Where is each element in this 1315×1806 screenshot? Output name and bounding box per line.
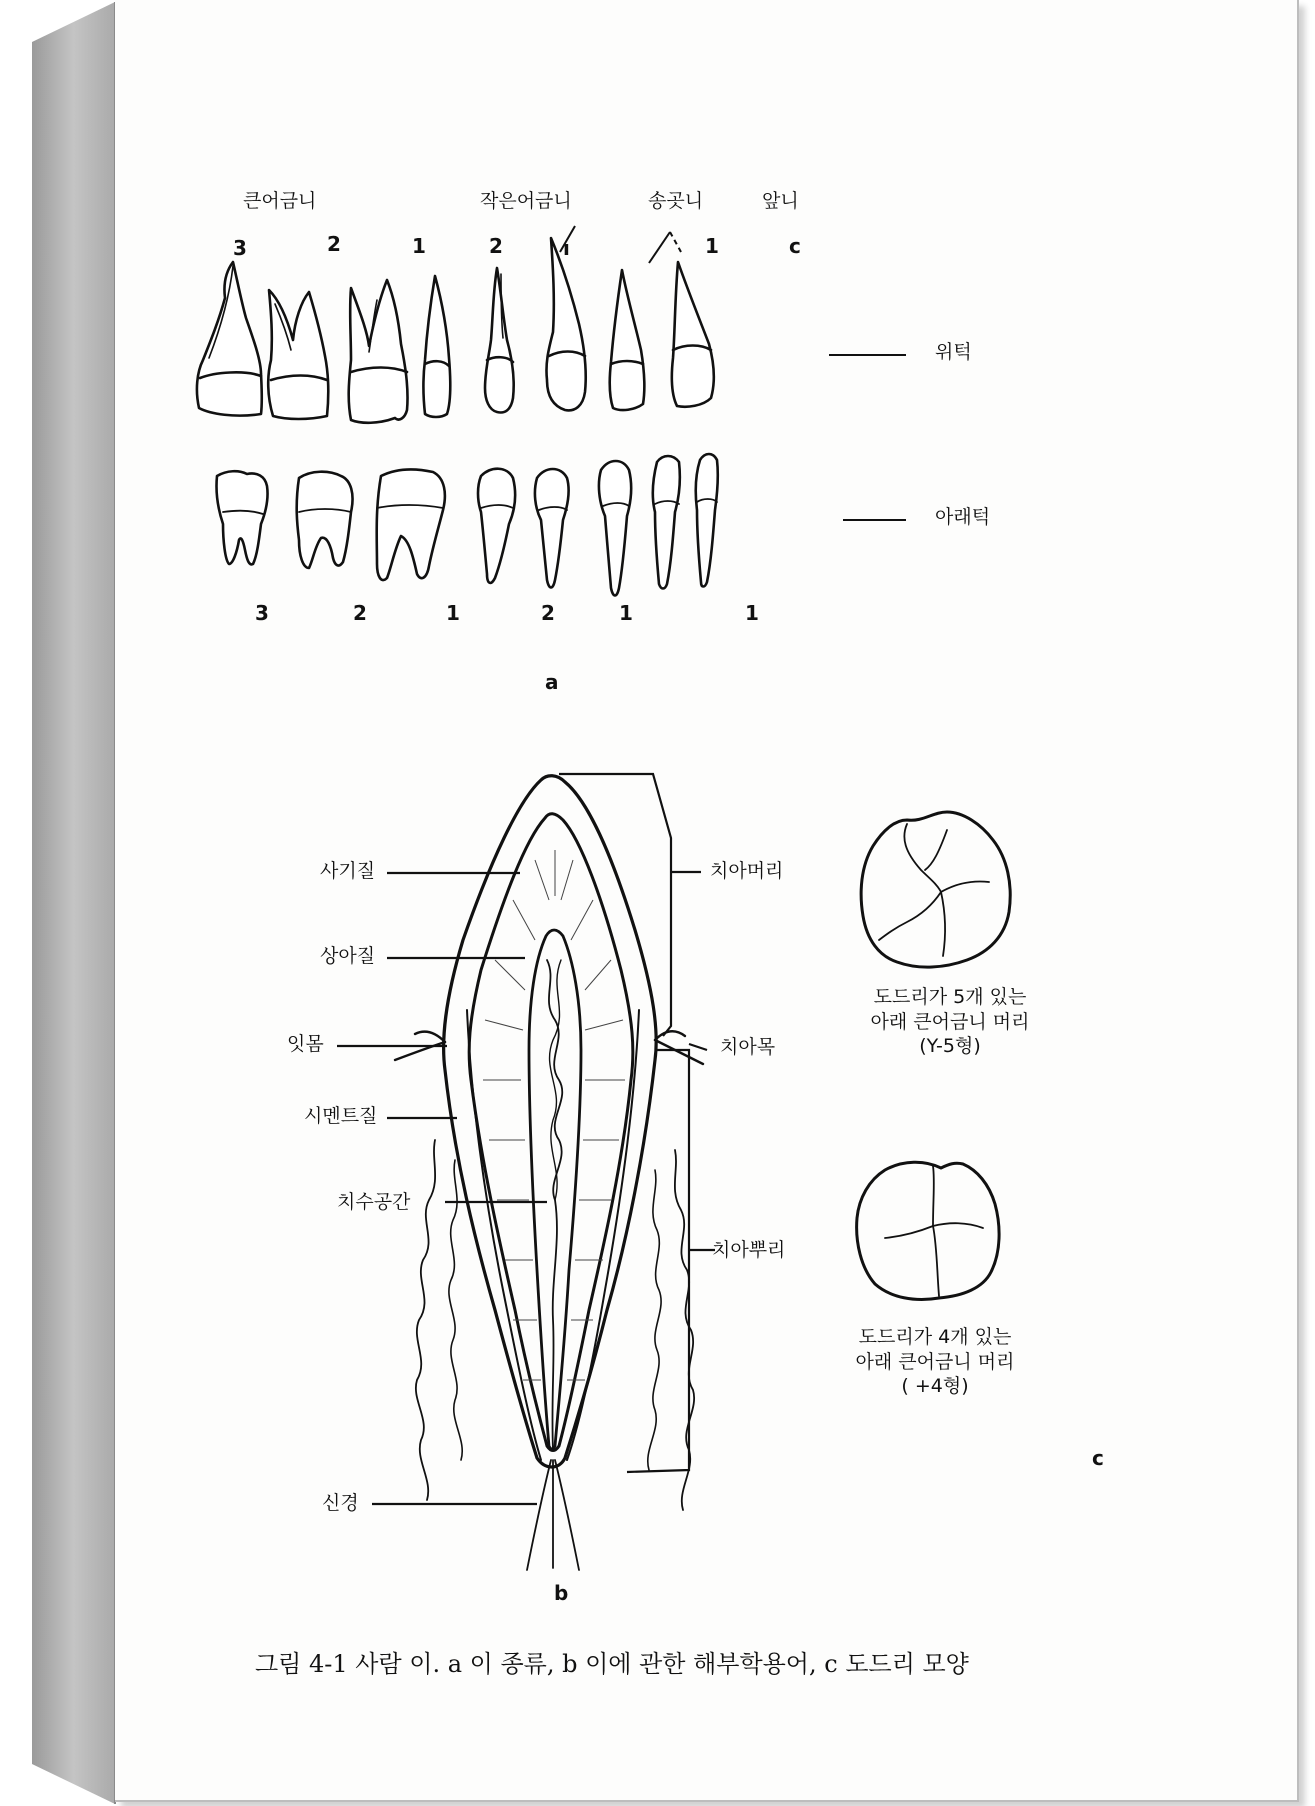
y5-caption-line-1: 도드리가 5개 있는 (873, 986, 1027, 1008)
book-page (115, 0, 1299, 1802)
plus4-caption-line-1: 도드리가 4개 있는 (858, 1326, 1012, 1348)
label-incisors: 앞니 (762, 190, 799, 212)
upper-number-3: 1 (412, 234, 426, 258)
label-molars: 큰어금니 (243, 190, 317, 212)
upper-number-1: 3 (233, 236, 247, 260)
lower-number-4: 2 (541, 601, 555, 625)
label-gum: 잇몸 (287, 1033, 324, 1055)
label-neck: 치아목 (720, 1036, 776, 1058)
lower-number-6: 1 (745, 601, 759, 625)
lower-number-1: 3 (255, 601, 269, 625)
lower-number-3: 1 (446, 601, 460, 625)
plus4-crown-outline (857, 1162, 999, 1299)
figure-caption: 그림 4-1 사람 이. a 이 종류, b 이에 관한 해부학용어, c 도드리 모양 (255, 1650, 969, 1678)
plus4-caption-line-3: ( +4형) (901, 1375, 969, 1398)
label-premolars: 작은어금니 (480, 190, 572, 212)
plus4-caption-line-2: 아래 큰어금니 머리 (855, 1350, 1015, 1373)
upper-number-5: ı (563, 236, 570, 260)
label-upper-jaw: 위턱 (935, 341, 972, 363)
sublabel-c: c (1092, 1446, 1104, 1470)
label-nerve: 신경 (322, 1492, 359, 1514)
upper-number-4: 2 (489, 234, 503, 258)
y5-caption (830, 985, 1070, 1059)
label-root: 치아뿌리 (712, 1239, 786, 1261)
label-dentin: 상아질 (320, 945, 376, 967)
upper-number-2: 2 (327, 232, 341, 256)
sublabel-a: a (545, 670, 559, 694)
label-pulp-cavity: 치수공간 (337, 1191, 411, 1213)
label-enamel: 사기질 (320, 860, 376, 882)
y5-caption-line-3: (Y-5형) (919, 1035, 981, 1058)
label-canine: 송곳니 (648, 190, 704, 212)
label-crown: 치아머리 (710, 860, 784, 882)
upper-number-7: c (789, 234, 801, 258)
label-lower-jaw: 아래턱 (935, 506, 991, 528)
sublabel-b: b (554, 1581, 569, 1605)
y5-caption-line-2: 아래 큰어금니 머리 (870, 1010, 1030, 1033)
book-spine (0, 0, 120, 1806)
lower-number-2: 2 (353, 601, 367, 625)
label-cementum: 시멘트질 (304, 1105, 378, 1127)
molar-crown-patterns (115, 0, 1297, 1800)
lower-number-5: 1 (619, 601, 633, 625)
upper-number-6: 1 (705, 234, 719, 258)
plus4-caption (815, 1325, 1055, 1399)
y5-crown-outline (861, 812, 1010, 967)
